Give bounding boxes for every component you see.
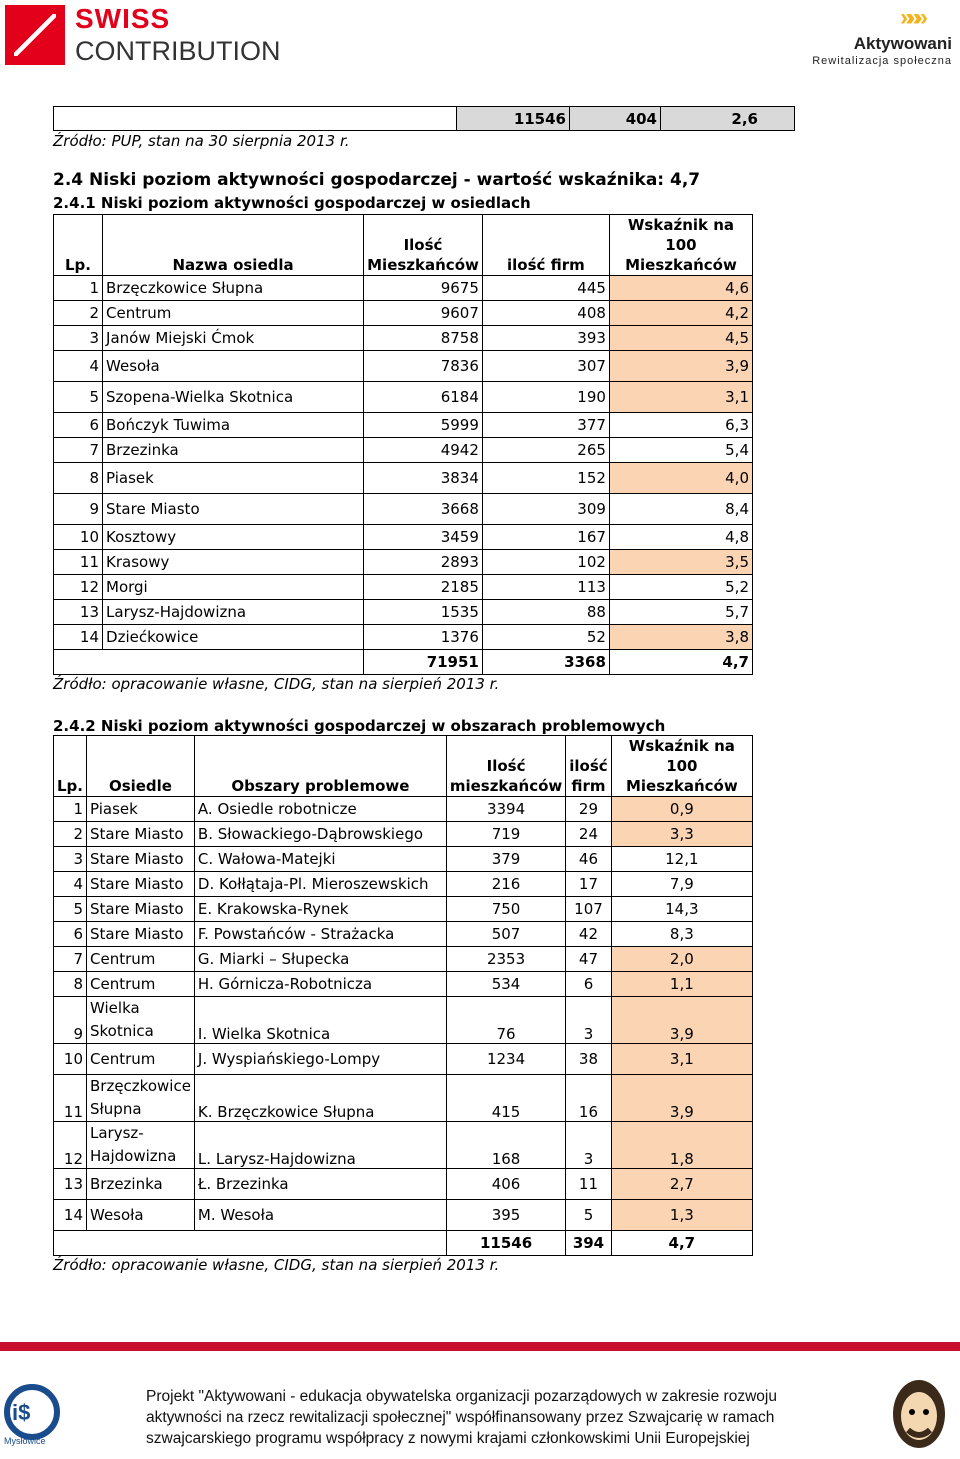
aktywowani-logo	[802, 4, 952, 68]
footer-line-1: Projekt "Aktywowani - edukacja obywatelska organizacji pozarządowych w zakresie rozwoju	[146, 1388, 777, 1405]
t1-cell-pop: 4942	[364, 438, 483, 463]
t2-cell-ratio: 3,9	[611, 997, 752, 1044]
t1-cell-name: Wesoła	[103, 351, 364, 382]
t2-cell-firms: 3	[566, 997, 611, 1044]
city-logo-mark-icon: i$	[12, 1400, 31, 1425]
t2-cell-pop: 76	[446, 997, 565, 1044]
t1-cell-name: Bończyk Tuwima	[103, 413, 364, 438]
t2-cell-firms: 6	[566, 972, 611, 997]
t2-cell-pop: 507	[446, 922, 565, 947]
t1-cell-lp: 6	[54, 413, 103, 438]
t1-cell-name: Krasowy	[103, 550, 364, 575]
top-source: Źródło: PUP, stan na 30 sierpnia 2013 r.	[53, 132, 350, 150]
t2-cell-lp: 12	[54, 1122, 87, 1169]
t1-cell-firms: 113	[482, 575, 609, 600]
t1-cell-firms: 152	[482, 463, 609, 494]
t1-cell-ratio: 4,6	[609, 276, 752, 301]
t2-cell-lp: 14	[54, 1200, 87, 1231]
t1-cell-name: Larysz-Hajdowizna	[103, 600, 364, 625]
t1-header-pop: Ilość Mieszkańców	[364, 215, 483, 276]
t2-cell-ratio: 3,9	[611, 1075, 752, 1122]
t2-cell-pop: 216	[446, 872, 565, 897]
t2-row	[54, 847, 753, 872]
t2-cell-ratio: 1,8	[611, 1122, 752, 1169]
t1-cell-name: Centrum	[103, 301, 364, 326]
t1-total-firms: 3368	[482, 650, 609, 675]
t1-cell-pop: 3459	[364, 525, 483, 550]
t2-cell-ratio: 12,1	[611, 847, 752, 872]
t2-cell-pop: 3394	[446, 797, 565, 822]
t2-cell-lp: 1	[54, 797, 87, 822]
t2-cell-osiedle: Stare Miasto	[87, 897, 195, 922]
t2-cell-ratio: 2,7	[611, 1169, 752, 1200]
t1-cell-pop: 3668	[364, 494, 483, 525]
t2-header-pop: Ilość mieszkańców	[446, 736, 565, 797]
top-summary-table	[53, 106, 795, 131]
t2-total-pop: 11546	[446, 1231, 565, 1256]
t2-cell-pop: 1234	[446, 1044, 565, 1075]
swiss-logo-line1: SWISS	[75, 3, 171, 34]
t1-cell-name: Dziećkowice	[103, 625, 364, 650]
t2-cell-pop: 750	[446, 897, 565, 922]
t2-cell-osiedle: Stare Miasto	[87, 922, 195, 947]
t2-cell-obszar: B. Słowackiego-Dąbrowskiego	[194, 822, 446, 847]
t2-cell-obszar: M. Wesoła	[194, 1200, 446, 1231]
t1-cell-ratio: 4,2	[609, 301, 752, 326]
t2-cell-osiedle: Wesoła	[87, 1200, 195, 1231]
t1-cell-pop: 7836	[364, 351, 483, 382]
t1-cell-firms: 445	[482, 276, 609, 301]
t1-cell-firms: 408	[482, 301, 609, 326]
t1-cell-pop: 3834	[364, 463, 483, 494]
t2-cell-firms: 46	[566, 847, 611, 872]
t1-cell-ratio: 6,3	[609, 413, 752, 438]
t1-cell-firms: 190	[482, 382, 609, 413]
t2-cell-lp: 2	[54, 822, 87, 847]
t1-cell-firms: 307	[482, 351, 609, 382]
t1-heading: 2.4.1 Niski poziom aktywności gospodarczej w osiedlach	[53, 194, 531, 212]
t2-cell-firms: 16	[566, 1075, 611, 1122]
t2-cell-osiedle: Larysz-Hajdowizna	[87, 1122, 195, 1169]
swiss-logo-line2: CONTRIBUTION	[75, 36, 281, 66]
t1-cell-ratio: 3,8	[609, 625, 752, 650]
t1-row	[54, 494, 753, 525]
t1-total-pop: 71951	[364, 650, 483, 675]
t1-cell-pop: 2185	[364, 575, 483, 600]
t1-total-ratio: 4,7	[609, 650, 752, 675]
t2-cell-osiedle: Stare Miasto	[87, 822, 195, 847]
city-logo-text: Mysłowice	[4, 1436, 46, 1446]
t1-row	[54, 550, 753, 575]
t2-cell-ratio: 2,0	[611, 947, 752, 972]
t1-row	[54, 600, 753, 625]
t2-cell-ratio: 1,3	[611, 1200, 752, 1231]
t2-cell-obszar: G. Miarki – Słupecka	[194, 947, 446, 972]
t2-header-lp: Lp.	[54, 736, 87, 797]
t1-cell-pop: 1535	[364, 600, 483, 625]
t1-cell-lp: 12	[54, 575, 103, 600]
t1-header-row	[54, 215, 753, 276]
t2-row	[54, 922, 753, 947]
t1-cell-lp: 3	[54, 326, 103, 351]
chevrons-icon: »»»	[899, 4, 922, 31]
t1-cell-firms: 167	[482, 525, 609, 550]
t2-header-row	[54, 736, 753, 797]
t2-cell-firms: 38	[566, 1044, 611, 1075]
t2-row	[54, 1169, 753, 1200]
t1-cell-firms: 88	[482, 600, 609, 625]
t2-cell-firms: 17	[566, 872, 611, 897]
t2-cell-osiedle: Piasek	[87, 797, 195, 822]
t2-cell-lp: 11	[54, 1075, 87, 1122]
t2-row	[54, 997, 753, 1044]
t2-cell-firms: 3	[566, 1122, 611, 1169]
footer-line-3: szwajcarskiego programu współpracy z nowymi krajami członkowskimi Unii Europejskiej	[146, 1430, 750, 1447]
t2-cell-pop: 719	[446, 822, 565, 847]
t1-row	[54, 301, 753, 326]
t2-cell-pop: 379	[446, 847, 565, 872]
t2-row	[54, 897, 753, 922]
t2-cell-osiedle: Centrum	[87, 947, 195, 972]
t2-cell-osiedle: Stare Miasto	[87, 847, 195, 872]
t2-cell-firms: 47	[566, 947, 611, 972]
t2-header-ratio: Wskaźnik na 100 Mieszkańców	[611, 736, 752, 797]
t2-cell-obszar: D. Kołłątaja-Pl. Mieroszewskich	[194, 872, 446, 897]
t1-cell-ratio: 3,1	[609, 382, 752, 413]
t1-cell-pop: 5999	[364, 413, 483, 438]
t1-header-lp: Lp.	[54, 215, 103, 276]
t2-cell-obszar: K. Brzęczkowice Słupna	[194, 1075, 446, 1122]
t1-row	[54, 625, 753, 650]
document-body	[53, 106, 813, 1274]
t2-heading: 2.4.2 Niski poziom aktywności gospodarczej w obszarach problemowych	[53, 717, 666, 735]
t1-cell-firms: 102	[482, 550, 609, 575]
t2-cell-obszar: J. Wyspiańskiego-Lompy	[194, 1044, 446, 1075]
t1-cell-lp: 9	[54, 494, 103, 525]
footer-divider	[0, 1342, 960, 1351]
t2-cell-lp: 5	[54, 897, 87, 922]
top-summary-pop: 11546	[457, 107, 570, 131]
t2-cell-osiedle: Wielka Skotnica	[87, 997, 195, 1044]
t2-cell-lp: 3	[54, 847, 87, 872]
t1-cell-ratio: 5,4	[609, 438, 752, 463]
t1-cell-ratio: 4,0	[609, 463, 752, 494]
t1-cell-name: Stare Miasto	[103, 494, 364, 525]
aktywowani-tagline: Rewitalizacja społeczna	[812, 55, 952, 67]
swiss-contribution-logo	[5, 5, 305, 69]
t2-row	[54, 1075, 753, 1122]
t2-cell-lp: 7	[54, 947, 87, 972]
t2-row	[54, 972, 753, 997]
t2-cell-lp: 10	[54, 1044, 87, 1075]
t2-cell-obszar: L. Larysz-Hajdowizna	[194, 1122, 446, 1169]
t1-row	[54, 326, 753, 351]
t1-cell-pop: 9607	[364, 301, 483, 326]
t1-cell-name: Kosztowy	[103, 525, 364, 550]
t1-cell-ratio: 3,5	[609, 550, 752, 575]
top-summary-firms: 404	[570, 107, 661, 131]
t2-row	[54, 1200, 753, 1231]
t1-cell-name: Piasek	[103, 463, 364, 494]
t2-row	[54, 872, 753, 897]
t2-cell-firms: 5	[566, 1200, 611, 1231]
footer-line-2: aktywności na rzecz rewitalizacji społecznej" współfinansowany przez Szwajcarię w ramach	[146, 1409, 775, 1426]
osiedla-table	[53, 214, 753, 675]
t2-cell-firms: 107	[566, 897, 611, 922]
top-summary-ratio: 2,6	[661, 107, 795, 131]
t1-row	[54, 276, 753, 301]
t1-cell-pop: 2893	[364, 550, 483, 575]
t1-cell-ratio: 5,7	[609, 600, 752, 625]
t1-cell-firms: 52	[482, 625, 609, 650]
t1-header-ratio: Wskaźnik na 100 Mieszkańców	[609, 215, 752, 276]
t2-cell-lp: 8	[54, 972, 87, 997]
t1-cell-pop: 1376	[364, 625, 483, 650]
t2-body	[54, 797, 753, 1231]
t1-source: Źródło: opracowanie własne, CIDG, stan na sierpień 2013 r.	[53, 675, 500, 693]
t1-cell-firms: 393	[482, 326, 609, 351]
t1-cell-ratio: 8,4	[609, 494, 752, 525]
t2-cell-pop: 406	[446, 1169, 565, 1200]
t1-total-row	[54, 650, 753, 675]
t1-cell-firms: 265	[482, 438, 609, 463]
t2-total-row	[54, 1231, 753, 1256]
t1-cell-firms: 377	[482, 413, 609, 438]
t2-cell-obszar: I. Wielka Skotnica	[194, 997, 446, 1044]
t2-cell-obszar: H. Górnicza-Robotnicza	[194, 972, 446, 997]
myslowice-logo	[4, 1384, 68, 1450]
t2-cell-pop: 415	[446, 1075, 565, 1122]
t1-header-name: Nazwa osiedla	[103, 215, 364, 276]
t2-cell-osiedle: Brzezinka	[87, 1169, 195, 1200]
t2-cell-obszar: F. Powstańców - Strażacka	[194, 922, 446, 947]
t1-body	[54, 276, 753, 650]
t2-cell-osiedle: Brzęczkowice Słupna	[87, 1075, 195, 1122]
t2-cell-ratio: 8,3	[611, 922, 752, 947]
t1-cell-lp: 4	[54, 351, 103, 382]
t2-cell-pop: 534	[446, 972, 565, 997]
t2-cell-firms: 24	[566, 822, 611, 847]
t1-cell-name: Szopena-Wielka Skotnica	[103, 382, 364, 413]
t1-row	[54, 438, 753, 463]
t1-cell-firms: 309	[482, 494, 609, 525]
footer-text	[146, 1386, 846, 1449]
t1-row	[54, 413, 753, 438]
t2-total-ratio: 4,7	[611, 1231, 752, 1256]
t2-row	[54, 947, 753, 972]
t2-cell-firms: 29	[566, 797, 611, 822]
obszary-table	[53, 735, 753, 1256]
t2-cell-lp: 13	[54, 1169, 87, 1200]
t1-cell-name: Morgi	[103, 575, 364, 600]
t2-row	[54, 797, 753, 822]
t2-cell-obszar: A. Osiedle robotnicze	[194, 797, 446, 822]
t2-cell-firms: 11	[566, 1169, 611, 1200]
t2-cell-lp: 9	[54, 997, 87, 1044]
t2-cell-ratio: 14,3	[611, 897, 752, 922]
t2-cell-osiedle: Centrum	[87, 1044, 195, 1075]
t2-cell-ratio: 1,1	[611, 972, 752, 997]
t1-cell-ratio: 3,9	[609, 351, 752, 382]
t2-total-firms: 394	[566, 1231, 611, 1256]
t1-row	[54, 382, 753, 413]
t1-row	[54, 575, 753, 600]
t2-cell-pop: 395	[446, 1200, 565, 1231]
t2-cell-lp: 4	[54, 872, 87, 897]
t1-cell-lp: 2	[54, 301, 103, 326]
t2-cell-ratio: 7,9	[611, 872, 752, 897]
t1-cell-pop: 8758	[364, 326, 483, 351]
t2-cell-ratio: 3,3	[611, 822, 752, 847]
t2-cell-lp: 6	[54, 922, 87, 947]
t2-header-obszary: Obszary problemowe	[194, 736, 446, 797]
t2-cell-obszar: E. Krakowska-Rynek	[194, 897, 446, 922]
t2-cell-ratio: 0,9	[611, 797, 752, 822]
t1-cell-lp: 1	[54, 276, 103, 301]
section-heading: 2.4 Niski poziom aktywności gospodarczej - wartość wskaźnika: 4,7	[53, 170, 701, 190]
t1-cell-lp: 8	[54, 463, 103, 494]
t1-cell-name: Brzezinka	[103, 438, 364, 463]
t2-cell-osiedle: Centrum	[87, 972, 195, 997]
t2-cell-pop: 168	[446, 1122, 565, 1169]
t2-cell-ratio: 3,1	[611, 1044, 752, 1075]
t2-header-osiedle: Osiedle	[87, 736, 195, 797]
t2-source: Źródło: opracowanie własne, CIDG, stan na sierpień 2013 r.	[53, 1256, 500, 1274]
t1-cell-pop: 6184	[364, 382, 483, 413]
t1-cell-ratio: 4,8	[609, 525, 752, 550]
t1-cell-lp: 13	[54, 600, 103, 625]
t2-row	[54, 1122, 753, 1169]
t1-cell-name: Janów Miejski Ćmok	[103, 326, 364, 351]
t1-cell-lp: 7	[54, 438, 103, 463]
t1-cell-pop: 9675	[364, 276, 483, 301]
t2-cell-osiedle: Stare Miasto	[87, 872, 195, 897]
t2-cell-obszar: Ł. Brzezinka	[194, 1169, 446, 1200]
t1-cell-name: Brzęczkowice Słupna	[103, 276, 364, 301]
t1-header-firms: ilość firm	[482, 215, 609, 276]
t2-row	[54, 822, 753, 847]
mascot-face-icon	[886, 1374, 952, 1452]
t1-row	[54, 351, 753, 382]
t2-row	[54, 1044, 753, 1075]
swiss-flag-icon	[5, 5, 65, 65]
t1-cell-lp: 10	[54, 525, 103, 550]
t1-cell-lp: 11	[54, 550, 103, 575]
t1-cell-ratio: 4,5	[609, 326, 752, 351]
t1-cell-lp: 14	[54, 625, 103, 650]
t2-cell-obszar: C. Wałowa-Matejki	[194, 847, 446, 872]
t2-cell-pop: 2353	[446, 947, 565, 972]
t1-row	[54, 525, 753, 550]
t1-row	[54, 463, 753, 494]
t1-cell-ratio: 5,2	[609, 575, 752, 600]
t2-cell-firms: 42	[566, 922, 611, 947]
t1-cell-lp: 5	[54, 382, 103, 413]
t2-header-firms: ilość firm	[566, 736, 611, 797]
aktywowani-name: Aktywowani	[853, 34, 952, 53]
